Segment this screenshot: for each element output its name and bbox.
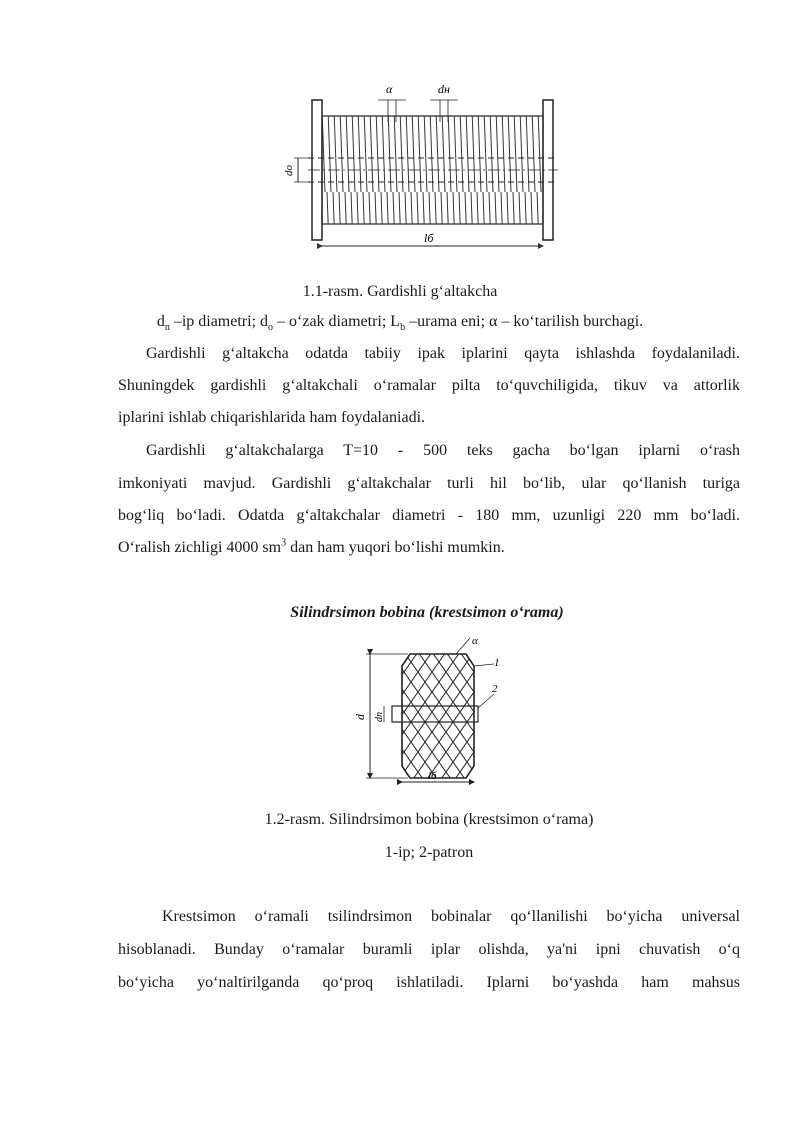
paragraph3-line3: bo‘yicha yo‘naltirilganda qo‘proq ishlatiladi. Iplarni bo‘yashda ham mahsus [118,974,740,991]
cylindrical-bobbin-figure [348,632,508,790]
section-heading: Silindrsimon bobina (krestsimon o‘rama) [290,604,564,621]
paragraph1-line3: iplarini ishlab chiqarishlarida ham foydalaniadi. [118,409,426,426]
dn-label: dн [438,82,450,96]
paragraph2-line1: Gardishli g‘altakchalarga T=10 - 500 teks gacha bo‘lgan iplarni o‘rash [146,442,740,459]
cross-winding [402,654,474,778]
alpha-label: α [386,82,393,96]
lb2-label: lб [428,770,437,782]
paragraph2-line2: imkoniyati mavjud. Gardishli g‘altakchalar turli hil bo‘lib, ular qo‘llanish turiga [118,475,740,492]
do-label: dо [283,165,295,176]
figure1-caption: 1.1-rasm. Gardishli g‘altakcha [302,283,498,300]
paragraph2-line4: O‘ralish zichligi 4000 $sm^3$ dan ham yuqori bo‘lishi mumkin. [118,537,505,556]
paragraph3-line1: Krestsimon o‘ramali tsilindrsimon bobinalar qo‘llanilishi bo‘yicha universal [162,908,740,925]
figure2-subcaption: 1-ip; 2-patron [384,844,474,861]
lb-label: lб [424,231,434,245]
figure1-legend: $d_n$ –ip diametri; $d_o$ – o‘zak diametri; $L_b$ –urama eni; α – ko‘tarilish burchagi. [156,313,644,334]
dp-label: dп [374,712,385,722]
alpha2-label: α [472,635,478,647]
callout-2: 2 [492,683,498,695]
paragraph2-line3: bog‘liq bo‘ladi. Odatda g‘altakchalar diametri - 180 mm, uzunligi 220 mm bo‘ladi. [118,507,740,524]
figure2-caption: 1.2-rasm. Silindrsimon bobina (krestsimon o‘rama) [264,811,594,828]
d-label: d [353,714,367,720]
flanged-spool-figure [278,82,568,257]
paragraph1-line2: Shuningdek gardishli g‘altakchali o‘ramalar pilta to‘quvchiligida, tikuv va attorlik [118,377,740,394]
paragraph3-line2: hisoblanadi. Bunday o‘ramalar buramli iplar olishda, ya'ni ipni chuvatish o‘q [118,941,740,958]
callout-1: 1 [494,657,500,669]
paragraph1-line1: Gardishli g‘altakcha odatda tabiiy ipak iplarini qayta ishlashda foydalaniladi. [146,345,740,362]
